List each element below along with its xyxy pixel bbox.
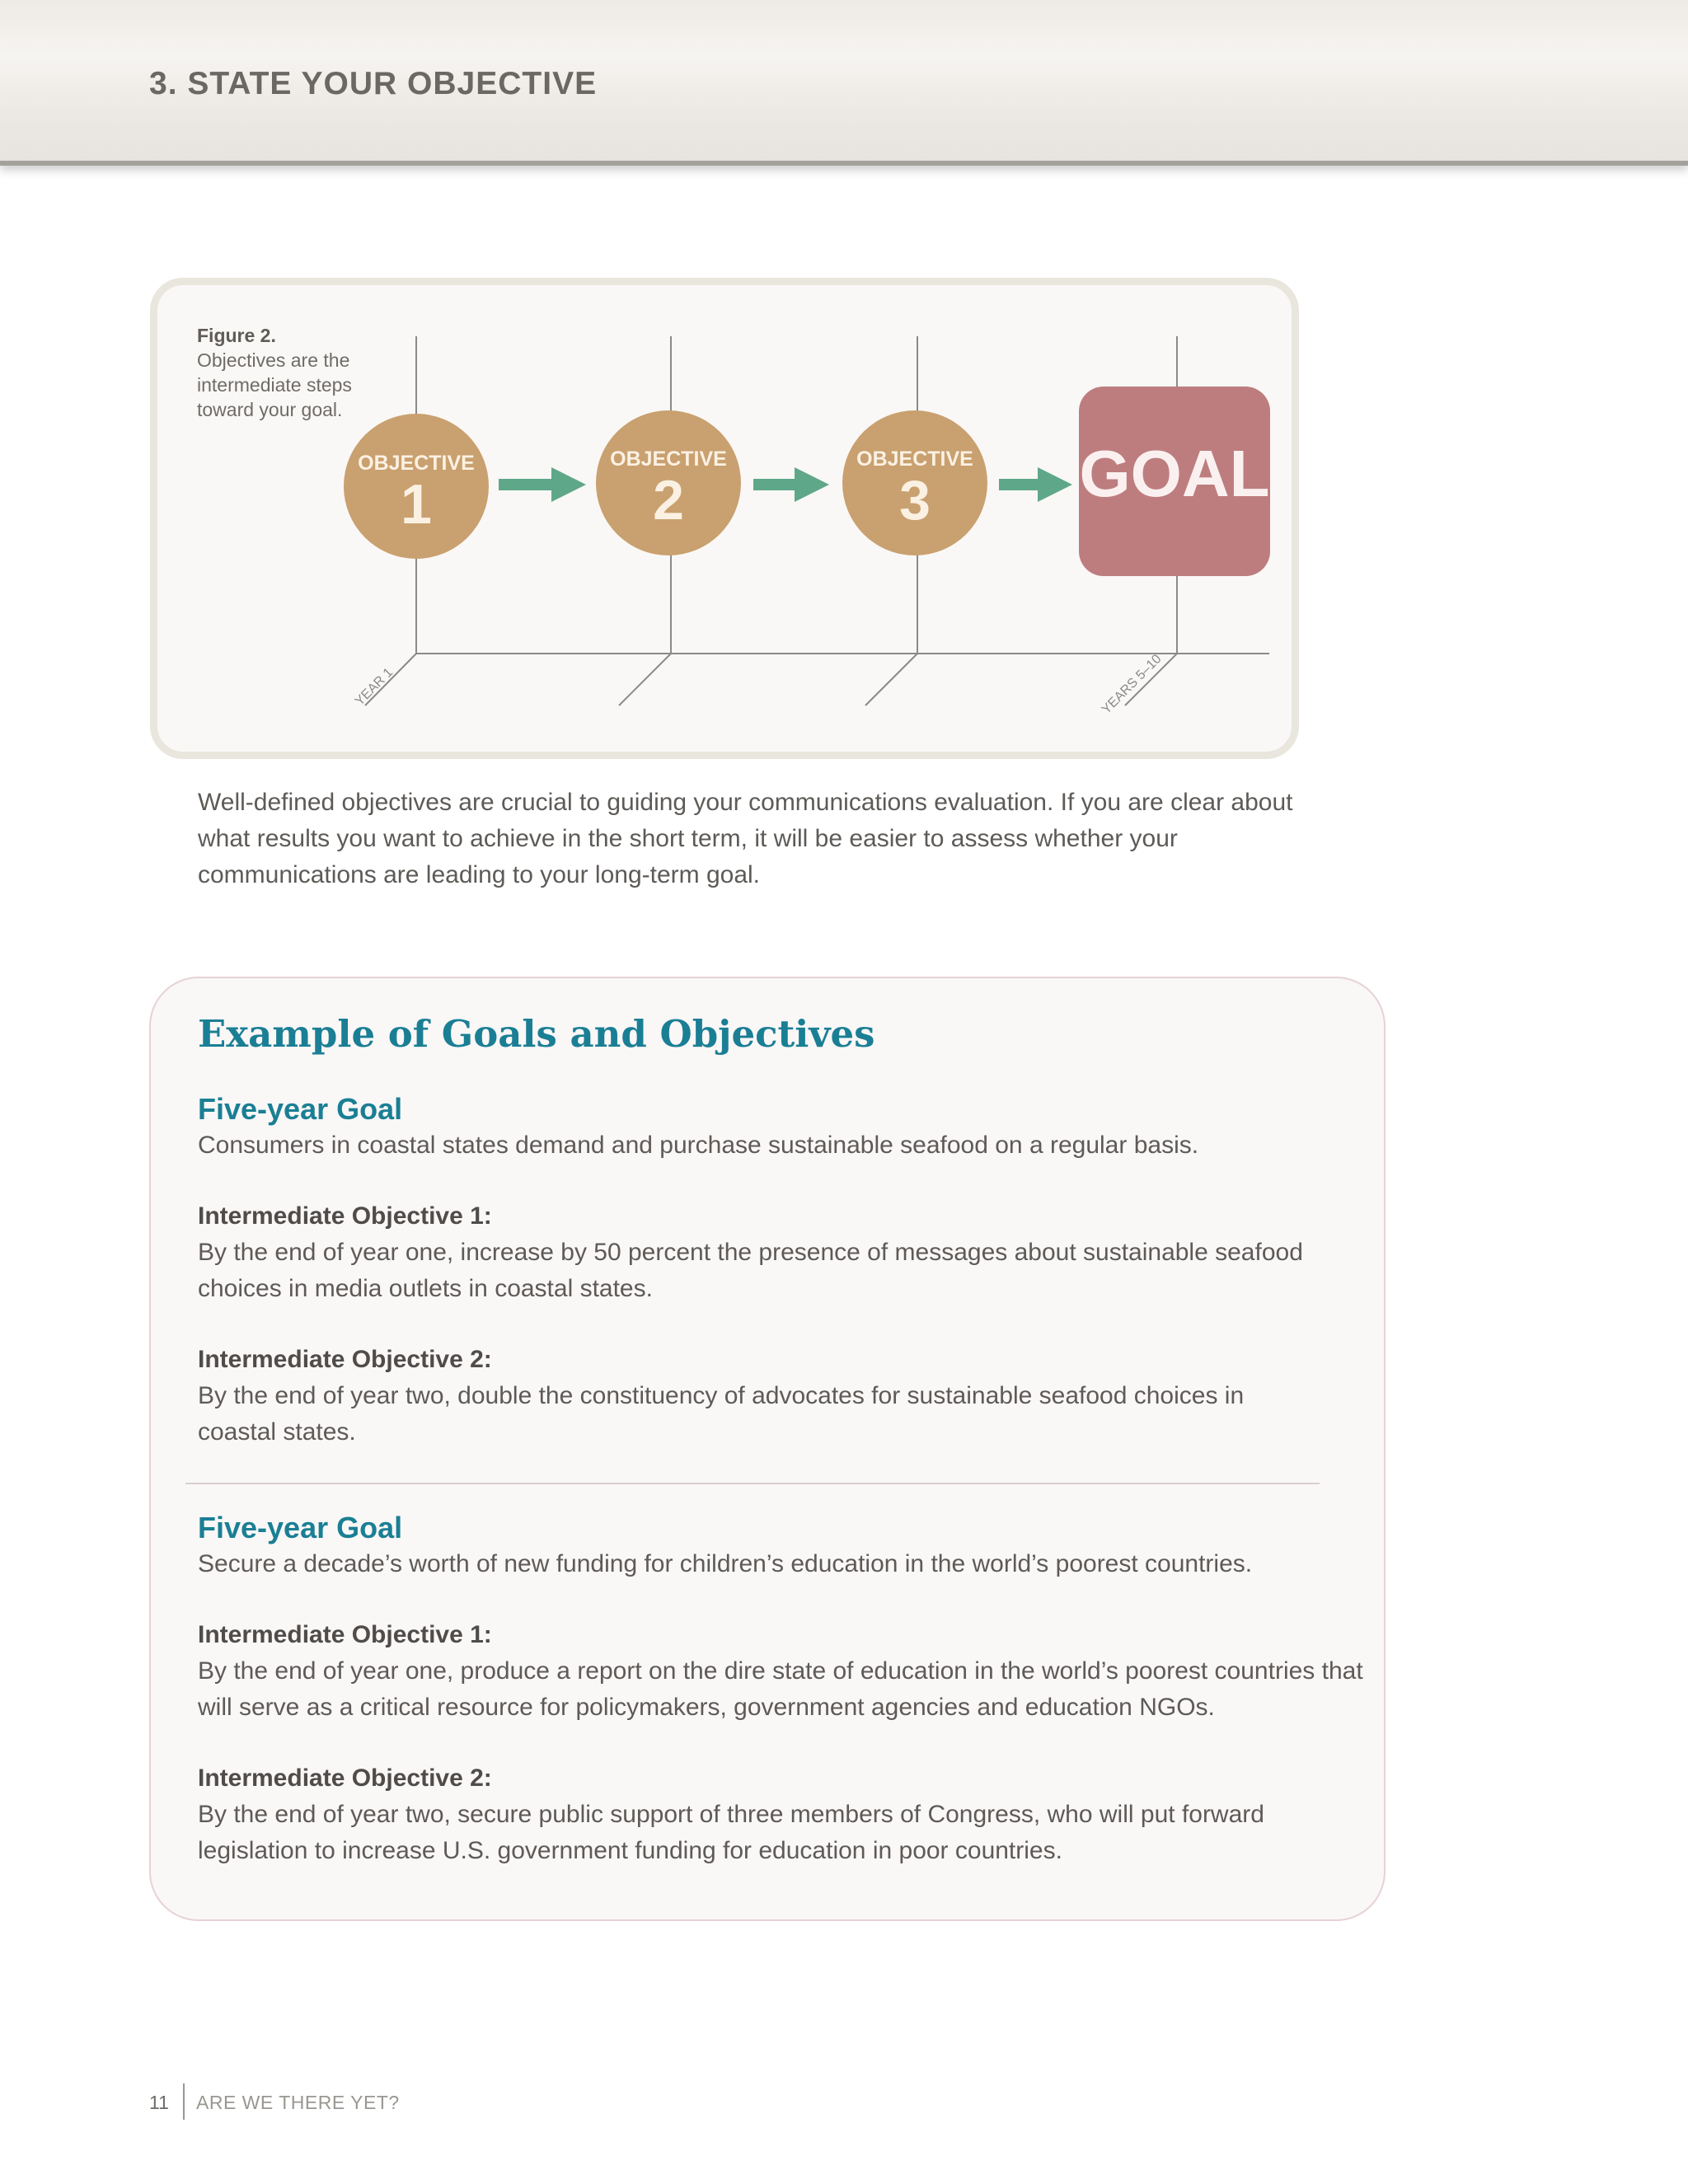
goal-block-seafood xyxy=(198,1091,1368,1451)
objective-2-number: 2 xyxy=(653,469,684,532)
goal-label: GOAL xyxy=(1079,437,1270,510)
intro-paragraph: Well-defined objectives are crucial to guiding your communications evaluation. If you are clear about what results you want to achieve in the short term, it will be easier to assess whether your communications are leading to your long-term goal. xyxy=(198,789,1293,888)
objective-heading: Intermediate Objective 2: xyxy=(198,1346,492,1373)
section-title: 3. STATE YOUR OBJECTIVE xyxy=(149,66,598,101)
publication-title: ARE WE THERE YET? xyxy=(196,2092,400,2113)
axis-end-label: YEARS 5–10 xyxy=(1099,652,1165,717)
objective-3-number: 3 xyxy=(899,469,931,532)
goal-box xyxy=(1079,387,1270,576)
objective-1-number: 1 xyxy=(401,473,432,536)
objective-step-2 xyxy=(596,410,741,555)
example-divider xyxy=(185,1483,1320,1484)
goal-block-education xyxy=(198,1510,1368,1869)
objective-text: By the end of year two, secure public support of three members of Congress, who will put forward legislation to increase U.S. government funding for education in poor countries. xyxy=(198,1801,1264,1864)
footer-rule xyxy=(183,2083,185,2120)
axis-start-label: YEAR 1 xyxy=(352,665,396,709)
objective-heading: Intermediate Objective 2: xyxy=(198,1765,492,1792)
objective-step-3 xyxy=(842,410,987,555)
objective-3-word: OBJECTIVE xyxy=(856,448,973,471)
objective-1-word: OBJECTIVE xyxy=(358,452,475,475)
figure-label: Figure 2. xyxy=(197,325,276,346)
objective-heading: Intermediate Objective 1: xyxy=(198,1202,492,1230)
goal-heading: Five-year Goal xyxy=(198,1511,403,1544)
objective-2-word: OBJECTIVE xyxy=(610,448,727,471)
goal-text: Secure a decade’s worth of new funding for children’s education in the world’s poorest countries. xyxy=(198,1550,1253,1577)
objective-text: By the end of year one, produce a report on the dire state of education in the world’s poorest countries that will serve as a critical resource for policymakers, government agencies and education NGOs. xyxy=(198,1657,1363,1721)
goal-text: Consumers in coastal states demand and purchase sustainable seafood on a regular basis. xyxy=(198,1132,1199,1159)
objective-text: By the end of year one, increase by 50 percent the presence of messages about sustainable seafood choices in media outlets in coastal states. xyxy=(198,1239,1303,1302)
page-number: 11 xyxy=(149,2092,169,2113)
goal-heading: Five-year Goal xyxy=(198,1092,403,1126)
objective-step-1 xyxy=(344,414,489,559)
axis-diagonal-2 xyxy=(619,654,671,705)
example-title: Example of Goals and Objectives xyxy=(198,1012,875,1056)
objectives-diagram xyxy=(0,0,1688,742)
objective-heading: Intermediate Objective 1: xyxy=(198,1621,492,1648)
figure-caption-text: Objectives are the intermediate steps toward your goal. xyxy=(197,349,352,420)
objective-text: By the end of year two, double the constituency of advocates for sustainable seafood choices in coastal states. xyxy=(198,1382,1245,1446)
axis-diagonal-3 xyxy=(865,654,917,705)
